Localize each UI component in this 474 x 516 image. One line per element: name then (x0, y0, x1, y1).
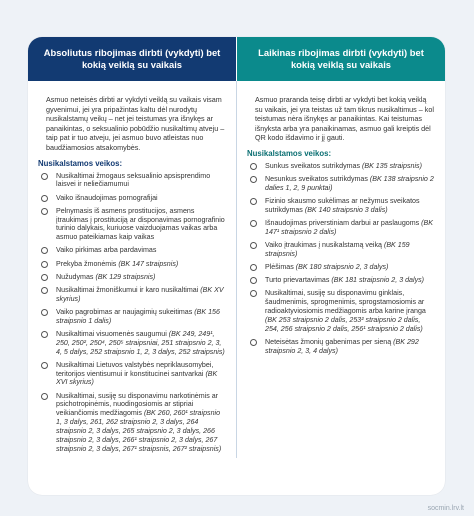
offence-text: Nusikaltimai žmoniškumui ir karo nusikaltimai (56, 285, 199, 294)
bullet-circle-icon (41, 274, 48, 281)
right-section-heading: Nusikalstamos veikos: (247, 148, 332, 158)
offence-text: Turto prievartavimas (265, 276, 330, 285)
left-offence-item (38, 361, 226, 388)
law-reference: (BK 292 straipsnio 2, 3, 4 dalys) (265, 337, 419, 355)
offence-text: Plėšimas (265, 263, 294, 272)
left-offence-item (38, 172, 226, 190)
bullet-circle-icon (41, 331, 48, 338)
left-offence-item (38, 246, 226, 255)
offence-text: Nužudymas (56, 272, 94, 281)
left-offence-item (38, 207, 226, 243)
left-offence-list (38, 172, 226, 454)
bullet-circle-icon (250, 176, 257, 183)
law-reference: (BK 140 straipsnio 3 dalis) (304, 205, 388, 214)
right-offence-item (247, 241, 435, 259)
bullet-circle-icon (250, 242, 257, 249)
right-offence-item (247, 263, 435, 272)
offence-text: Vaiko išnaudojimas pornografijai (56, 193, 158, 202)
left-intro: Asmuo neteisės dirbti ar vykdyti veiklą su vaikais visam gyvenimui, jei yra pripažintas kaltu dėl nurodytų nusikalstamų veikų – net jei teistumas yra išnykęs ar panaikintas, o seksualinio pobūdžio nusikaltimų atveju – taip pat ir tuo atveju, jei asmuo buvo atleistas nuo baudžiamosios atsakomybės. (46, 95, 225, 152)
law-reference: (BK 147 straipsnis) (118, 259, 179, 268)
bullet-circle-icon (250, 163, 257, 170)
offence-text: Vaiko pirkimas arba pardavimas (56, 246, 157, 255)
offence-text: Fizinio skausmo sukėlimas ar nežymus sveikatos sutrikdymas (265, 197, 420, 214)
bullet-circle-icon (41, 173, 48, 180)
right-column-title: Laikinas ribojimas dirbti (vykdyti) bet kokią veiklą su vaikais (236, 37, 445, 81)
law-reference: (BK XV skyrius) (56, 285, 224, 303)
offence-text: Vaiko pagrobimas ar naujagimių sukeitimas (56, 307, 193, 316)
right-offence-item (247, 276, 435, 285)
right-offence-item (247, 289, 435, 334)
law-reference: (BK XVI skyrius) (56, 369, 218, 387)
right-intro: Asmuo praranda teisę dirbti ar vykdyti bet kokią veiklą su vaikais, jei yra teistas už tam tikrus nusikaltimus – kol teistumas nėra išnykęs ar panaikintas. Kai teistumas išnyksta arba yra panaikinamas, asmuo gali kreiptis dėl QR kodo išdavimo ir jį gauti. (255, 95, 434, 143)
law-reference: (BK 156 straipsnio 1 dalis) (56, 307, 220, 325)
offence-text: Nusikaltimai, susiję su disponavimu narkotinėmis ar psichotropinėmis, nuodingosiomis ar stipriai veikiančiomis medžiagomis (56, 391, 219, 418)
offence-text: Nusikaltimai Lietuvos valstybės nepriklausomybei, teritorijos vientisumui ir konstitucinei santvarkai (56, 360, 214, 378)
bullet-circle-icon (250, 277, 257, 284)
comparison-card (28, 37, 445, 495)
law-reference: (BK 180 straipsnio 2, 3 dalys) (295, 263, 389, 272)
bullet-circle-icon (41, 261, 48, 268)
right-offence-item (247, 175, 435, 193)
bullet-circle-icon (41, 393, 48, 400)
offence-text: Nusikaltimai žmogaus seksualinio apsisprendimo laisvei ir neliečiamumui (56, 171, 211, 189)
bullet-circle-icon (41, 247, 48, 254)
left-column (28, 81, 237, 458)
left-offence-item (38, 330, 226, 357)
left-offence-item (38, 194, 226, 203)
left-offence-item (38, 308, 226, 326)
law-reference: (BK 253 straipsnio 2 dalis, 253² straipsnio 2 dalis, 254, 256 straipsnio 2 dalis, 256¹ straipsnio 2 dalis) (265, 315, 423, 333)
left-offence-item (38, 392, 226, 454)
bullet-circle-icon (250, 290, 257, 297)
offence-text: Nusikaltimai, susiję su disponavimu ginklais, šaudmenimis, sprogmenimis, sprogstamosiomis ar radioaktyviosiomis medžiagomis arba karine įranga (265, 289, 426, 316)
right-offence-item (247, 338, 435, 356)
offence-text: Prekyba žmonėmis (56, 259, 117, 268)
bullet-circle-icon (41, 309, 48, 316)
left-column-title: Absoliutus ribojimas dirbti (vykdyti) bet kokią veiklą su vaikais (28, 37, 236, 81)
law-reference: (BK 249, 249¹, 250, 250², 250⁴, 250⁵ straipsniai, 251 straipsnio 2, 3, 4, 5 dalys, 252 straipsnio 1, 2, 3 dalys, 252 straipsnis) (56, 329, 225, 356)
left-offence-item (38, 273, 226, 282)
law-reference: (BK 147¹ straipsnio 2 dalis) (265, 219, 433, 236)
offence-text: Pelnymasis iš asmens prostitucijos, asmens įtraukimas į prostituciją ar disponavimas pornografinio turinio dalykais, kuriuose vaizduojamas vaikas arba asmuo pateikiamas kaip vaikas (56, 206, 225, 242)
offence-text: Neteisėtas žmonių gabenimas per sieną (265, 337, 392, 346)
bullet-circle-icon (41, 195, 48, 202)
bullet-circle-icon (250, 198, 257, 205)
offence-text: Sunkus sveikatos sutrikdymas (265, 161, 361, 170)
law-reference: (BK 159 straipsnis) (265, 241, 410, 258)
right-offence-item (247, 197, 435, 215)
law-reference: (BK 135 straipsnis) (362, 161, 422, 170)
source-watermark: socmin.lrv.lt (427, 505, 464, 512)
header-row (28, 37, 445, 81)
offence-text: Nesunkus sveikatos sutrikdymas (265, 175, 368, 184)
law-reference: (BK 260, 260¹ straipsnio 1, 3 dalys, 261, 262 straipsnio 2, 3 dalys, 264 straipsnio 2, 3 dalys, 265 straipsnio 2, 3 dalys, 266 straipsnio 2, 3 dalys, 266¹ straipsnio 2, 3 dalys, 267 straipsnio 2, 3 dalys, 267¹ straipsnis, 267² straipsnis) (56, 409, 222, 453)
law-reference: (BK 129 straipsnis) (95, 272, 156, 281)
bullet-circle-icon (250, 339, 257, 346)
offence-text: Išnaudojimas priverstiniam darbui ar paslaugoms (265, 219, 420, 228)
law-reference: (BK 181 straipsnio 2, 3 dalys) (331, 276, 425, 285)
bullet-circle-icon (41, 362, 48, 369)
offence-text: Vaiko įtraukimas į nusikalstamą veiką (265, 241, 382, 250)
right-offence-list (247, 162, 435, 356)
right-offence-item (247, 162, 435, 171)
left-section-heading: Nusikalstamos veikos: (38, 158, 123, 168)
left-offence-item (38, 260, 226, 269)
bullet-circle-icon (41, 208, 48, 215)
bullet-circle-icon (41, 287, 48, 294)
offence-text: Nusikaltimai visuomenės saugumui (56, 329, 167, 338)
left-offence-item (38, 286, 226, 304)
right-column (237, 81, 445, 458)
bullet-circle-icon (250, 220, 257, 227)
right-offence-item (247, 219, 435, 237)
bullet-circle-icon (250, 264, 257, 271)
law-reference: (BK 138 straipsnio 2 dalies 1, 2, 9 punktai) (265, 175, 434, 192)
columns (28, 81, 445, 458)
